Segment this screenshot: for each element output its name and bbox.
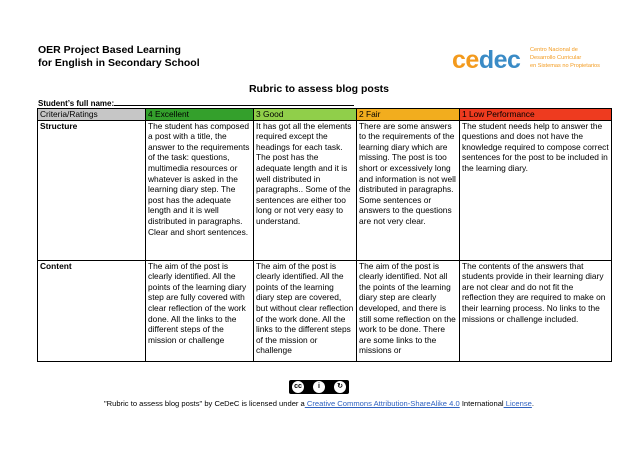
table-cell: It has got all the elements required except the headings for each task. The post has the adequate length and it is well distributed in paragraphs.. Some of the sentences are either too long or not very easy to understand.	[254, 120, 357, 260]
student-name-label: Student’s full name:	[38, 99, 115, 108]
student-name-field	[38, 98, 354, 108]
table-cell: The student needs help to answer the questions and does not have the knowledge required to compose correct sentences for the post to be included in the learning diary.	[460, 120, 612, 260]
logo-ce: ce	[452, 46, 479, 74]
header-good: 3 Good	[254, 109, 357, 121]
header-fair: 2 Fair	[357, 109, 460, 121]
table-cell: There are some answers to the requirements of the learning diary which are missing. The post is too short or excessively long and information is not well distributed in paragraphs. Some sentences or answers to the questions are not very clear.	[357, 120, 460, 260]
table-row	[38, 260, 612, 361]
attribution-icon: i	[313, 381, 325, 393]
table-cell: The contents of the answers that students provide in their learning diary are not clear and do not fit the reflection they are required to make on their learning process. No links to the missions or challenge included.	[460, 260, 612, 361]
cedec-logo	[452, 45, 612, 75]
page-title: Rubric to assess blog posts	[248, 83, 390, 95]
footer-suffix: .	[531, 399, 535, 408]
logo-subtitle	[530, 47, 610, 70]
creative-commons-badge[interactable]	[289, 380, 349, 394]
rubric-table	[37, 108, 612, 362]
license-link-2[interactable]: License	[503, 399, 532, 408]
header-criteria: Criteria/Ratings	[38, 109, 146, 121]
table-row	[38, 120, 612, 260]
logo-dec: dec	[478, 46, 521, 74]
header-excellent: 4 Excellent	[146, 109, 254, 121]
logo-sub-line3: en Sistemas no Propietarios	[530, 62, 600, 69]
logo-wordmark	[452, 46, 520, 75]
header-line1: OER Project Based Learning	[38, 44, 181, 56]
license-footer	[0, 399, 638, 408]
footer-prefix: "Rubric to assess blog posts" by CeDeC is licensed under a	[103, 399, 305, 408]
project-header	[38, 44, 200, 70]
student-name-line	[114, 98, 354, 106]
table-cell: The aim of the post is clearly identified. All the points of the learning diary step are covered, but without clear reflection of the work done. All the links to the different steps of the mission or challenge	[254, 260, 357, 361]
logo-sub-line2: Desarrollo Curricular	[530, 54, 582, 61]
license-link[interactable]: Creative Commons Attribution-ShareAlike 4.0	[304, 399, 460, 408]
table-cell: The aim of the post is clearly identified. All the points of the learning diary step are fully covered with clear reflection of the work done. All the links to the different steps of the mission or challenge	[146, 260, 254, 361]
criteria-content: Content	[38, 260, 146, 361]
header-low-performance: 1 Low Performance	[460, 109, 612, 121]
criteria-structure: Structure	[38, 120, 146, 260]
table-cell: The student has composed a post with a title, the answer to the requirements of the task: questions, multimedia resources or whatever is asked in the learning diary step. The post has the adequate length and it is well distributed in paragraphs. Clear and short sentences.	[146, 120, 254, 260]
cc-icon: cc	[292, 381, 304, 393]
footer-middle: International	[459, 399, 504, 408]
table-cell: The aim of the post is clearly identified. Not all the points of the learning diary step are clearly developed, and there is still some reflection on the work to be done. There are some links to the missions or	[357, 260, 460, 361]
table-header-row	[38, 109, 612, 121]
logo-sub-line1: Centro Nacional de	[530, 47, 578, 53]
header-line2: for English in Secondary School	[38, 57, 200, 69]
share-alike-icon: ↻	[334, 381, 346, 393]
